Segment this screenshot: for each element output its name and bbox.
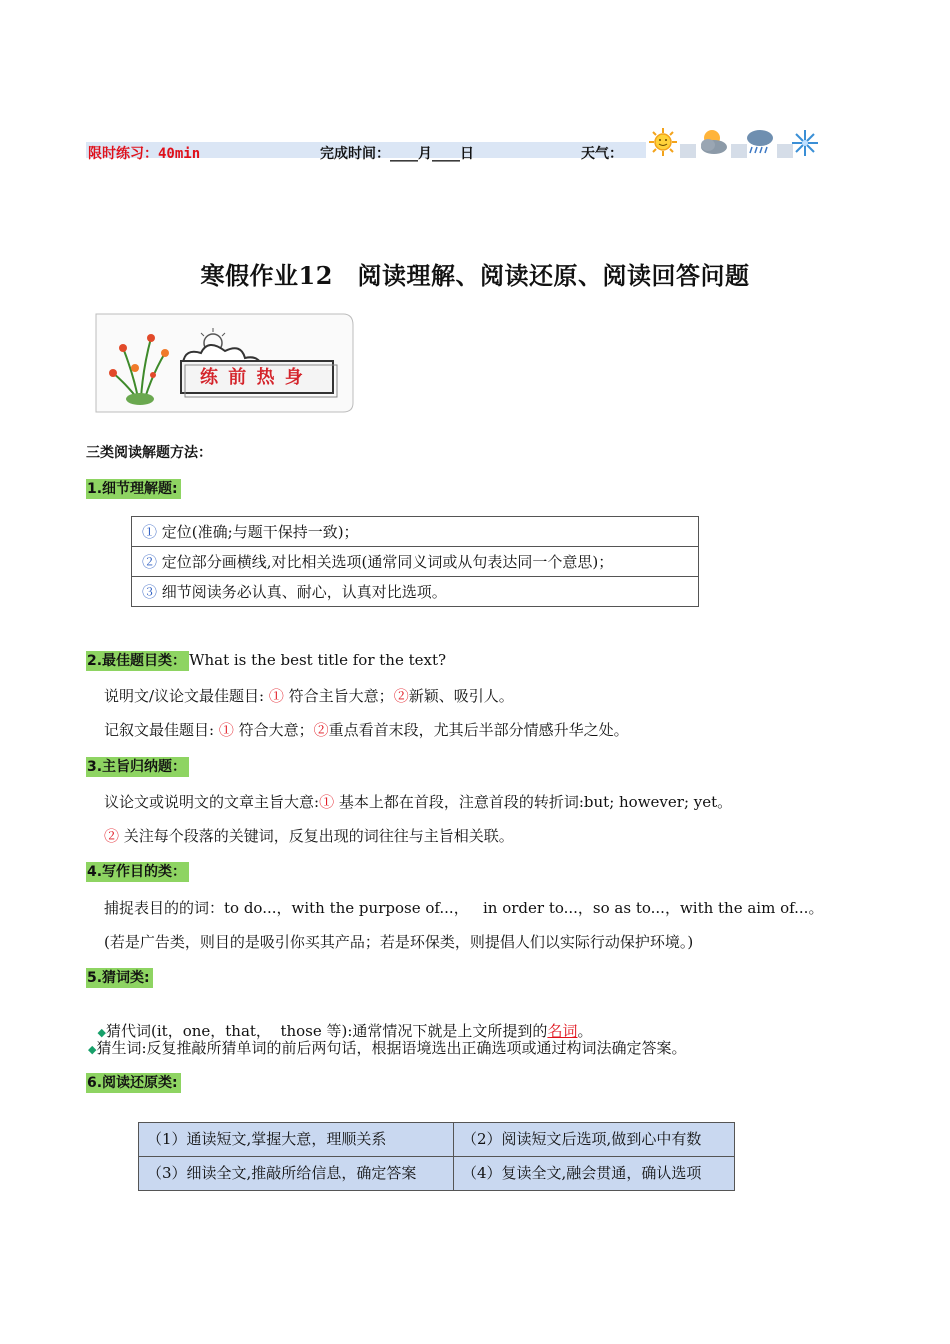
rain-icon: [744, 126, 776, 158]
table-row: ③ 细节阅读务必认真、耐心，认真对比选项。: [132, 577, 699, 607]
page-title: 寒假作业12 阅读理解、阅读还原、阅读回答问题: [200, 261, 750, 290]
table-cell: （4）复读全文,融会贯通，确认选项: [454, 1157, 735, 1191]
table-row: ① 定位(准确;与题干保持一致)；: [132, 517, 699, 547]
section5-bullet1: ◆猜代词(it，one，that， those 等):通常情况下就是上文所提到的名词。: [97, 1022, 593, 1040]
section4-line1: 捕捉表目的的词：to do...，with the purpose of...， in order to...，so as to...，with the aim of...。: [104, 899, 824, 917]
section2-line1: 说明文/议论文最佳题目: ① 符合主旨大意；②新颖、吸引人。: [104, 687, 514, 705]
section5-bullet2: ◆猜生词:反复推敲所猜单词的前后两句话，根据语境选出正确选项或通过构词法确定答案。: [88, 1039, 687, 1057]
time-limit: 限时练习：40min: [88, 146, 201, 162]
banner-label: 练 前 热 身: [200, 367, 305, 388]
section3-heading: 3.主旨归纳题：: [86, 756, 189, 776]
table-row: [139, 1157, 735, 1191]
table-row: [139, 1123, 735, 1157]
partly-cloudy-icon: [696, 126, 732, 158]
table-cell: （1）通读短文,掌握大意，理顺关系: [139, 1123, 454, 1157]
table-cell: （3）细读全文,推敲所给信息，确定答案: [139, 1157, 454, 1191]
reading-restore-table: [138, 1122, 735, 1191]
section4-heading: 4.写作目的类：: [86, 861, 189, 881]
diamond-bullet-icon: ◆: [88, 1043, 97, 1056]
diamond-bullet-icon: ◆: [97, 1026, 107, 1039]
section2-heading: 2.最佳题目类： What is the best title for the text?: [87, 651, 447, 669]
section6-heading: 6.阅读还原类:: [86, 1072, 181, 1092]
section4-line2: (若是广告类，则目的是吸引你买其产品；若是环保类，则提倡人们以实际行动保护环境。): [104, 933, 694, 951]
table-cell: （2）阅读短文后选项,做到心中有数: [454, 1123, 735, 1157]
section3-line1: 议论文或说明文的文章主旨大意:① 基本上都在首段，注意首段的转折词:but; however; yet。: [104, 793, 733, 811]
completion-time: 完成时间：____月____日: [320, 146, 474, 162]
section1-heading: 1.细节理解题:: [86, 478, 181, 498]
detail-steps-table: [131, 516, 699, 607]
snowflake-icon: [790, 128, 820, 158]
section3-line2: ② 关注每个段落的关键词，反复出现的词往往与主旨相关联。: [104, 827, 514, 845]
sun-icon: [646, 126, 680, 158]
weather-label: 天气：: [581, 146, 623, 162]
section2-line2: 记叙文最佳题目: ① 符合大意；②重点看首末段，尤其后半部分情感升华之处。: [104, 721, 629, 739]
table-row: ② 定位部分画横线,对比相关选项(通常同义词或从句表达同一个意思)；: [132, 547, 699, 577]
section5-heading: 5.猜词类:: [86, 967, 153, 987]
intro-heading: 三类阅读解题方法：: [86, 445, 212, 461]
weather-gap: [680, 144, 696, 158]
